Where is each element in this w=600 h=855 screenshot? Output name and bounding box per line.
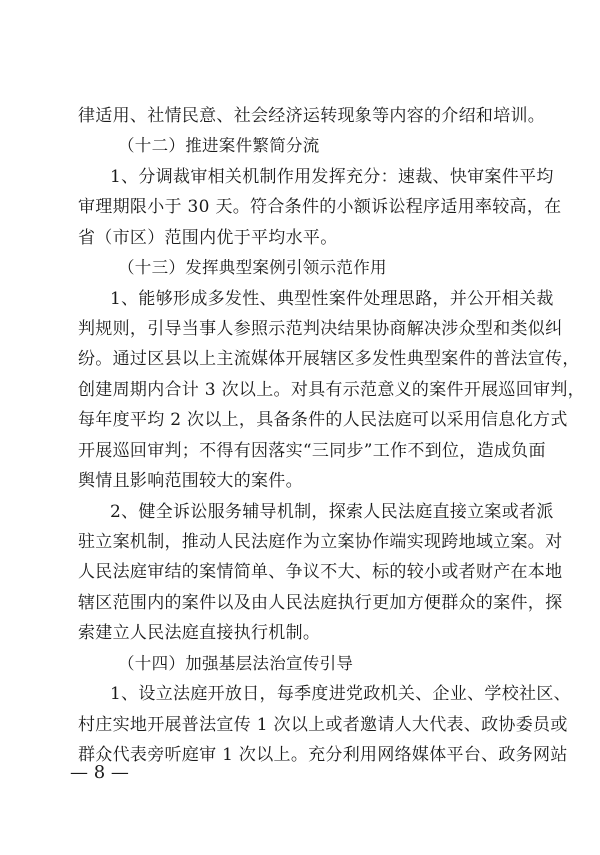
text-line: 律适用、社情民意、社会经济运转现象等内容的介绍和培训。 (78, 106, 546, 126)
text-line: 省（市区）范围内优于平均水平。 (78, 228, 338, 248)
text-line: 判规则，引导当事人参照示范判决结果协商解决涉众型和类似纠 (78, 319, 563, 339)
page-number: — 8 — (70, 762, 129, 783)
text-line: 纷。通过区县以上主流媒体开展辖区多发性典型案件的普法宣传， (78, 349, 580, 369)
section-heading: （十四）加强基层法治宣传引导 (118, 654, 354, 673)
text-line: 1、分调裁审相关机制作用发挥充分：速裁、快审案件平均 (110, 167, 554, 187)
section-heading: （十三）发挥典型案例引领示范作用 (118, 258, 387, 277)
text-line: 群众代表旁听庭审 1 次以上。充分利用网络媒体平台、政务网站 (78, 745, 568, 765)
text-line: 驻立案机制，推动人民法庭作为立案协作端实现跨地域立案。对 (78, 532, 563, 552)
text-line: 人民法庭审结的案情简单、争议不大、标的较小或者财产在本地 (78, 562, 563, 582)
text-line: 开展巡回审判；不得有因落实“三同步”工作不到位，造成负面 (78, 441, 546, 461)
text-line: 审理期限小于 30 天。符合条件的小额诉讼程序适用率较高，在 (78, 197, 562, 217)
text-line: 索建立人民法庭直接执行机制。 (78, 623, 321, 643)
text-line: 辖区范围内的案件以及由人民法庭执行更加方便群众的案件，探 (78, 593, 563, 613)
text-line: 1、设立法庭开放日，每季度进党政机关、企业、学校社区、 (110, 684, 571, 704)
text-line: 2、健全诉讼服务辅导机制，探索人民法庭直接立案或者派 (110, 502, 554, 522)
text-line: 舆情且影响范围较大的案件。 (78, 471, 303, 491)
text-line: 村庄实地开展普法宣传 1 次以上或者邀请人大代表、政协委员或 (78, 715, 568, 735)
section-heading: （十二）推进案件繁简分流 (118, 136, 320, 155)
text-line: 1、能够形成多发性、典型性案件处理思路，并公开相关裁 (110, 289, 554, 309)
text-line: 每年度平均 2 次以上，具备条件的人民法庭可以采用信息化方式 (78, 410, 568, 430)
text-line: 创建周期内合计 3 次以上。对具有示范意义的案件开展巡回审判， (78, 380, 585, 400)
